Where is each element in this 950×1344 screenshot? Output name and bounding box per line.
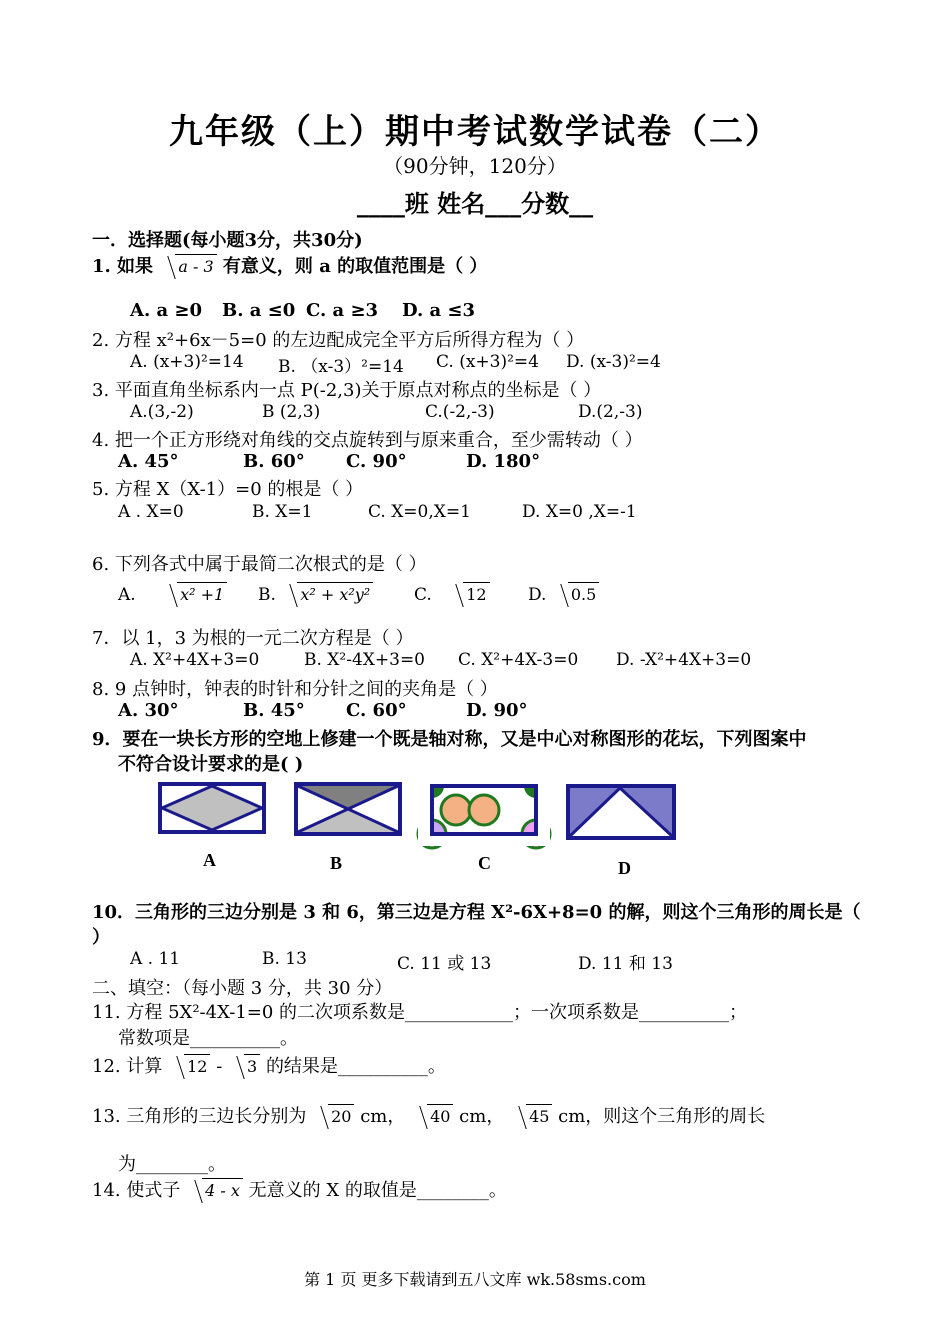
q5-option-d: D. X=0 ,X=-1 <box>522 502 637 522</box>
q8-option-a: A. 30° <box>118 700 179 721</box>
question-11-line-2: 常数项是__________。 <box>118 1028 298 1049</box>
q10-option-c: C. 11 或 13 <box>397 954 492 974</box>
figure-a <box>160 784 264 832</box>
q10-option-b: B. 13 <box>262 949 307 969</box>
q1-option-b: B. a ≤0 <box>222 300 296 321</box>
section-1-title: 一．选择题(每小题3分，共30分) <box>92 230 363 251</box>
question-13-line-2: 为________。 <box>118 1154 226 1175</box>
q3-option-a: A.(3,-2) <box>130 402 194 422</box>
question-4: 4. 把一个正方形绕对角线的交点旋转到与原来重合，至少需转动（ ） <box>92 430 643 451</box>
q7-option-a: A. X²+4X+3=0 <box>130 650 260 670</box>
q5-option-a: A . X=0 <box>118 502 184 522</box>
q1-radical: a - 3 <box>161 254 216 277</box>
question-5: 5. 方程 X（X-1）=0 的根是（ ） <box>92 479 364 500</box>
q8-option-b: B. 45° <box>243 700 305 721</box>
q4-option-a: A. 45° <box>118 451 179 472</box>
question-7: 7．以 1，3 为根的一元二次方程是（ ） <box>92 628 414 649</box>
question-12: 12. 计算 12 - 3 的结果是__________。 <box>92 1056 446 1077</box>
question-13: 13. 三角形的三边长分别为 20 cm， 40 cm， 45 cm，则这个三角形的周长 <box>92 1106 766 1127</box>
q8-option-c: C. 60° <box>346 700 407 721</box>
question-9-line-2: 不符合设计要求的是( ) <box>118 754 304 775</box>
q5-option-c: C. X=0,X=1 <box>368 502 471 522</box>
q6-radical-d: 0.5 <box>554 582 599 605</box>
q2-option-d: D. (x-3)²=4 <box>566 352 661 372</box>
q4-option-c: C. 90° <box>346 451 407 472</box>
q14-radical: 4 - x <box>188 1178 243 1201</box>
q4-option-d: D. 180° <box>466 451 541 472</box>
q1-post: 有意义，则 a 的取值范围是（ ） <box>222 256 488 277</box>
q10-option-a: A . 11 <box>130 949 181 969</box>
q6-radical-b: x² + x²y² <box>283 582 373 605</box>
question-3: 3. 平面直角坐标系内一点 P(-2,3)关于原点对称点的坐标是（ ） <box>92 380 602 401</box>
q7-option-c: C. X²+4X-3=0 <box>458 650 579 670</box>
figure-c-label: C <box>478 853 491 873</box>
q8-option-d: D. 90° <box>466 700 528 721</box>
exam-duration: （90分钟，120分） <box>383 154 567 178</box>
q1-option-d: D. a ≤3 <box>402 300 476 321</box>
question-10-line-1: 10．三角形的三边分别是 3 和 6，第三边是方程 X²-6X+8=0 的解，则这个三角形的周长是（ <box>92 902 861 923</box>
question-8: 8. 9 点钟时，钟表的时针和分针之间的夹角是（ ） <box>92 679 498 700</box>
q7-option-b: B. X²-4X+3=0 <box>304 650 426 670</box>
q2-option-a: A. (x+3)²=14 <box>130 352 244 372</box>
figure-a-label: A <box>203 850 216 870</box>
q9-figures <box>150 776 690 886</box>
q2-option-b: B. （x-3）²=14 <box>278 357 404 377</box>
student-info-line: ____班 姓名___分数__ <box>356 189 594 218</box>
q3-option-d: D.(2,-3) <box>578 402 643 422</box>
q6-option-a: A. x² +1 <box>118 582 227 605</box>
q1-option-c: C. a ≥3 <box>306 300 379 321</box>
question-2: 2. 方程 x²+6x－5=0 的左边配成完全平方后所得方程为（ ） <box>92 330 585 351</box>
q10-option-d: D. 11 和 13 <box>578 954 673 974</box>
question-11-line-1: 11. 方程 5X²-4X-1=0 的二次项系数是____________；一次项系数是__________； <box>92 1002 748 1023</box>
q13-radical-3: 45 <box>512 1104 552 1127</box>
q6-option-d: D. 0.5 <box>528 582 599 605</box>
question-6: 6. 下列各式中属于最简二次根式的是（ ） <box>92 554 427 575</box>
q6-radical-a: x² +1 <box>163 582 227 605</box>
q2-option-c: C. (x+3)²=4 <box>436 352 539 372</box>
q6-radical-c: 12 <box>449 582 489 605</box>
figure-d-label: D <box>618 858 631 878</box>
figure-c <box>418 776 550 848</box>
q12-radical-2: 3 <box>230 1054 260 1077</box>
page-title: 九年级（上）期中考试数学试卷（二） <box>169 112 781 152</box>
q13-radical-2: 40 <box>413 1104 453 1127</box>
question-1 <box>92 252 487 278</box>
q3-option-c: C.(-2,-3) <box>425 402 495 422</box>
q4-option-b: B. 60° <box>243 451 305 472</box>
question-9-line-1: 9．要在一块长方形的空地上修建一个既是轴对称，又是中心对称图形的花坛，下列图案中 <box>92 729 807 750</box>
question-14: 14. 使式子 4 - x 无意义的 X 的取值是________。 <box>92 1180 507 1201</box>
q1-pre: 1. 如果 <box>92 256 154 277</box>
q13-radical-1: 20 <box>314 1104 354 1127</box>
q5-option-b: B. X=1 <box>252 502 313 522</box>
q7-option-d: D. -X²+4X+3=0 <box>616 650 752 670</box>
page-footer: 第 1 页 更多下载请到五八文库 wk.58sms.com <box>304 1270 646 1289</box>
figure-b-label: B <box>330 853 343 873</box>
figure-b <box>296 784 400 834</box>
q12-radical-1: 12 <box>170 1054 210 1077</box>
q6-option-c: C. 12 <box>414 582 490 605</box>
q6-option-b: B. x² + x²y² <box>258 582 373 605</box>
section-2-title: 二、填空：（每小题 3 分，共 30 分） <box>92 978 393 999</box>
q1-option-a: A. a ≥0 <box>130 300 203 321</box>
figure-d <box>568 786 674 838</box>
q3-option-b: B (2,3) <box>262 402 321 422</box>
question-10-line-2: ） <box>92 927 110 948</box>
